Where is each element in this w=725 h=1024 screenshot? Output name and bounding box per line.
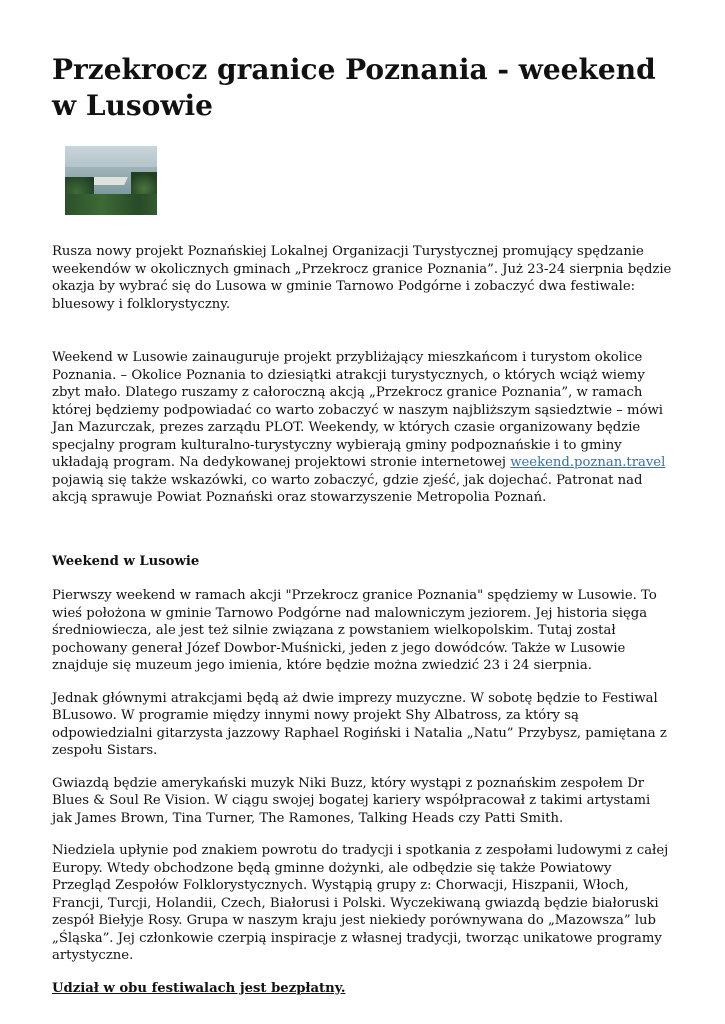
intro-text: Weekend w Lusowie zainauguruje projekt przybliżający mieszkańcom i turystom okolice Poznania. – Okolice Poznania to dziesiątki atrakcji turystycznych, o których wciąż wiemy zbyt mało. Dlatego ruszamy z całoroczną akcją „Przekrocz granice Poznania”, w ramach której będziemy podpowiadać co warto zobaczyć w naszym najbliższym sąsiedztwie – mówi Jan Mazurczak, prezes zarządu PLOT. Weekendy, w których czasie organizowany będzie specjalny program kulturalno-turystyczny wybierają gminy podpoznańskie i to gminy układają program. Na dedykowanej projektowi stronie internetowej bbox=[52, 350, 664, 470]
article bbox=[52, 52, 674, 997]
lake-photo bbox=[65, 146, 157, 215]
article-title: Przekrocz granice Poznania - weekend w Lusowie bbox=[52, 53, 656, 122]
lead-paragraph: Rusza nowy projekt Poznańskiej Lokalnej Organizacji Turystycznej promujący spędzanie weekendów w okolicznych gminach „Przekrocz granice Poznania”. Już 23-24 sierpnia będzie okazja by wybrać się do Lusowa w gminie Tarnowo Podgórne i zobaczyć dwa festiwale: bluesowy i folklorystyczny. bbox=[52, 244, 672, 312]
free-entry-note: Udział w obu festiwalach jest bezpłatny. bbox=[52, 980, 346, 996]
star-paragraph: Gwiazdą będzie amerykański muzyk Niki Buzz, który wystąpi z poznańskim zespołem Dr Blues & Soul Re Vision. W ciągu swojej bogatej kariery współpracował z takimi artystami jak James Brown, Tina Turner, The Ramones, Talking Heads czy Patti Smith. bbox=[52, 775, 651, 826]
village-paragraph: Pierwszy weekend w ramach akcji "Przekrocz granice Poznania" spędziemy w Lusowie. To wieś położona w gminie Tarnowo Podgórne nad malowniczym jeziorem. Jej historia sięga średniowiecza, ale jest też silnie związana z powstaniem wielkopolskim. Tutaj został pochowany generał Józef Dowbor-Muśnicki, jeden z jego dowódców. Także w Lusowie znajduje się muzeum jego imienia, które będzie można zwiedzić 23 i 24 sierpnia. bbox=[52, 588, 657, 673]
photo-trees bbox=[65, 194, 157, 215]
section-heading: Weekend w Lusowie bbox=[52, 553, 200, 569]
website-link[interactable]: weekend.poznan.travel bbox=[510, 455, 666, 470]
music-paragraph: Jednak głównymi atrakcjami będą aż dwie imprezy muzyczne. W sobotę będzie to Festiwal BLusowo. W programie między innymi nowy projekt Shy Albatross, za który są odpowiedzialni gitarzysta jazzowy Raphael Rogiński i Natalia „Natu” Przybysz, pamiętana z zespołu Sistars. bbox=[52, 690, 667, 758]
intro-text-end: pojawią się także wskazówki, co warto zobaczyć, gdzie zjeść, jak dojechać. Patronat nad akcją sprawuje Powiat Poznański oraz stowarzyszenie Metropolia Poznań. bbox=[52, 472, 643, 505]
sunday-paragraph: Niedziela upłynie pod znakiem powrotu do tradycji i spotkania z zespołami ludowymi z całej Europy. Wtedy obchodzone będą gminne dożynki, ale odbędzie się także Powiatowy Przegląd Zespołów Folklorystycznych. Wystąpią grupy z: Chorwacji, Hiszpanii, Włoch, Francji, Turcji, Holandii, Czech, Białorusi i Polski. Wyczekiwaną gwiazdą będzie białoruski zespół Biełyje Rosy. Grupa w naszym kraju jest niekiedy porównywana do „Mazowsza” lub „Śląska”. Jej członkowie czerpią inspiracje z własnej tradycji, tworząc unikatowe programy artystyczne. bbox=[52, 843, 669, 963]
intro-paragraph bbox=[52, 349, 674, 507]
